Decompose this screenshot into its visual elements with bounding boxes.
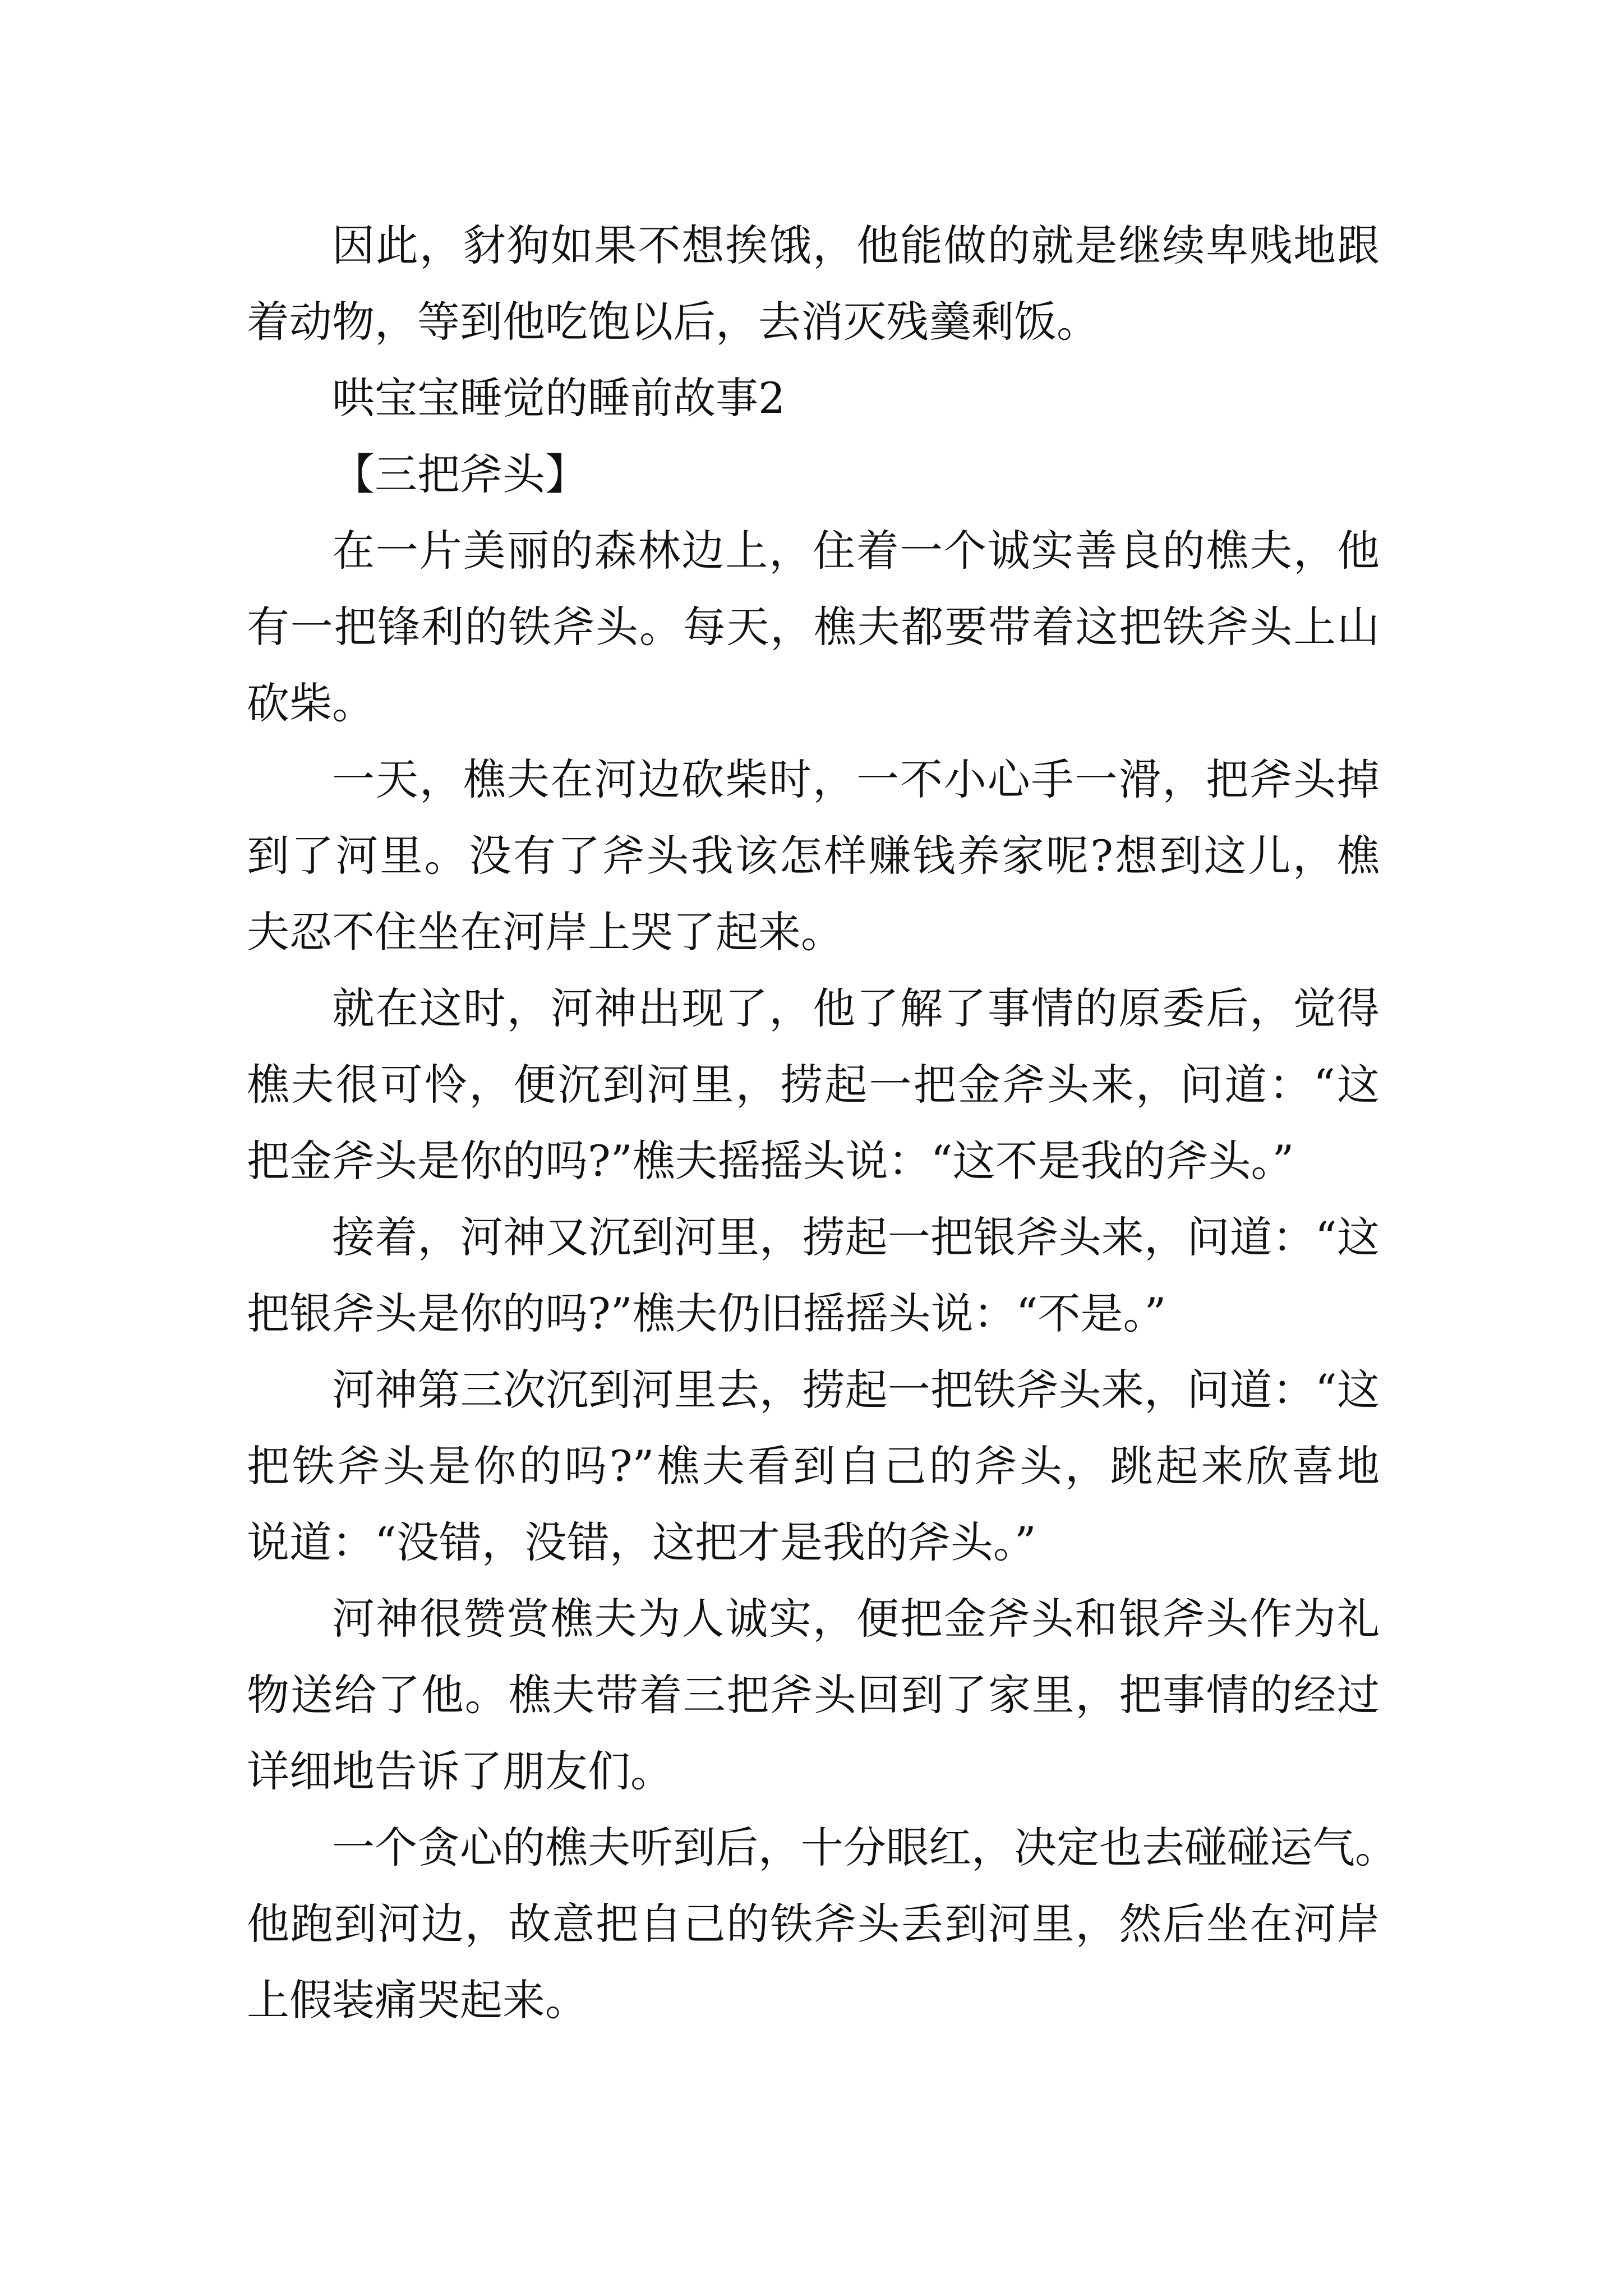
paragraph-line: 就在这时，河神出现了，他了解了事情的原委后，觉得	[332, 983, 1380, 1033]
paragraph-line: 把铁斧头是你的吗?”樵夫看到自己的斧头，跳起来欣喜地	[247, 1441, 1380, 1491]
paragraph-line: 有一把锋利的铁斧头。每天，樵夫都要带着这把铁斧头上山	[247, 602, 1380, 652]
paragraph-line: 樵夫很可怜，便沉到河里，捞起一把金斧头来，问道：“这	[247, 1060, 1380, 1110]
paragraph-line: 着动物，等到他吃饱以后，去消灭残羹剩饭。	[247, 297, 1099, 347]
paragraph-line: 说道：“没错，没错，这把才是我的斧头。”	[247, 1517, 1036, 1567]
paragraph-line: 砍柴。	[247, 678, 375, 728]
paragraph-line: 到了河里。没有了斧头我该怎样赚钱养家呢?想到这儿，樵	[247, 831, 1380, 881]
paragraph-line: 他跑到河边，故意把自己的铁斧头丢到河里，然后坐在河岸	[247, 1899, 1380, 1949]
paragraph-axe-dropped	[247, 742, 1380, 970]
document-body	[247, 208, 1398, 2039]
paragraph-reward	[247, 1581, 1380, 1810]
paragraph-jackal-ending	[247, 208, 1380, 360]
paragraph-line: 上假装痛哭起来。	[247, 1975, 588, 2025]
paragraph-line: 详细地告诉了朋友们。	[247, 1746, 673, 1796]
paragraph-line: 河神很赞赏樵夫为人诚实，便把金斧头和银斧头作为礼	[332, 1594, 1380, 1644]
paragraph-line: 把银斧头是你的吗?”樵夫仍旧摇摇头说：“不是。”	[247, 1289, 1166, 1338]
story-title: 哄宝宝睡觉的睡前故事2	[332, 373, 786, 423]
paragraph-greedy-woodcutter	[247, 1810, 1398, 2039]
paragraph-line: 把金斧头是你的吗?”樵夫摇摇头说：“这不是我的斧头。”	[247, 1136, 1294, 1186]
paragraph-silver-axe	[247, 1199, 1380, 1352]
paragraph-line: 因此，豺狗如果不想挨饿，他能做的就是继续卑贱地跟	[332, 220, 1380, 270]
paragraph-line: 物送给了他。樵夫带着三把斧头回到了家里，把事情的经过	[247, 1670, 1380, 1720]
paragraph-line: 接着，河神又沉到河里，捞起一把银斧头来，问道：“这	[332, 1212, 1380, 1262]
story-subtitle: 【三把斧头】	[332, 449, 588, 499]
paragraph-line: 河神第三次沉到河里去，捞起一把铁斧头来，问道：“这	[332, 1365, 1380, 1415]
paragraph-line: 一个贪心的樵夫听到后，十分眼红，决定也去碰碰运气。	[332, 1823, 1398, 1872]
paragraph-line: 在一片美丽的森林边上，住着一个诚实善良的樵夫，他	[332, 526, 1380, 576]
paragraph-golden-axe	[247, 970, 1380, 1199]
paragraph-line: 夫忍不住坐在河岸上哭了起来。	[247, 907, 843, 957]
paragraph-iron-axe	[247, 1352, 1380, 1581]
paragraph-line: 一天，樵夫在河边砍柴时，一不小心手一滑，把斧头掉	[332, 754, 1380, 804]
paragraph-woodcutter-intro	[247, 513, 1380, 742]
